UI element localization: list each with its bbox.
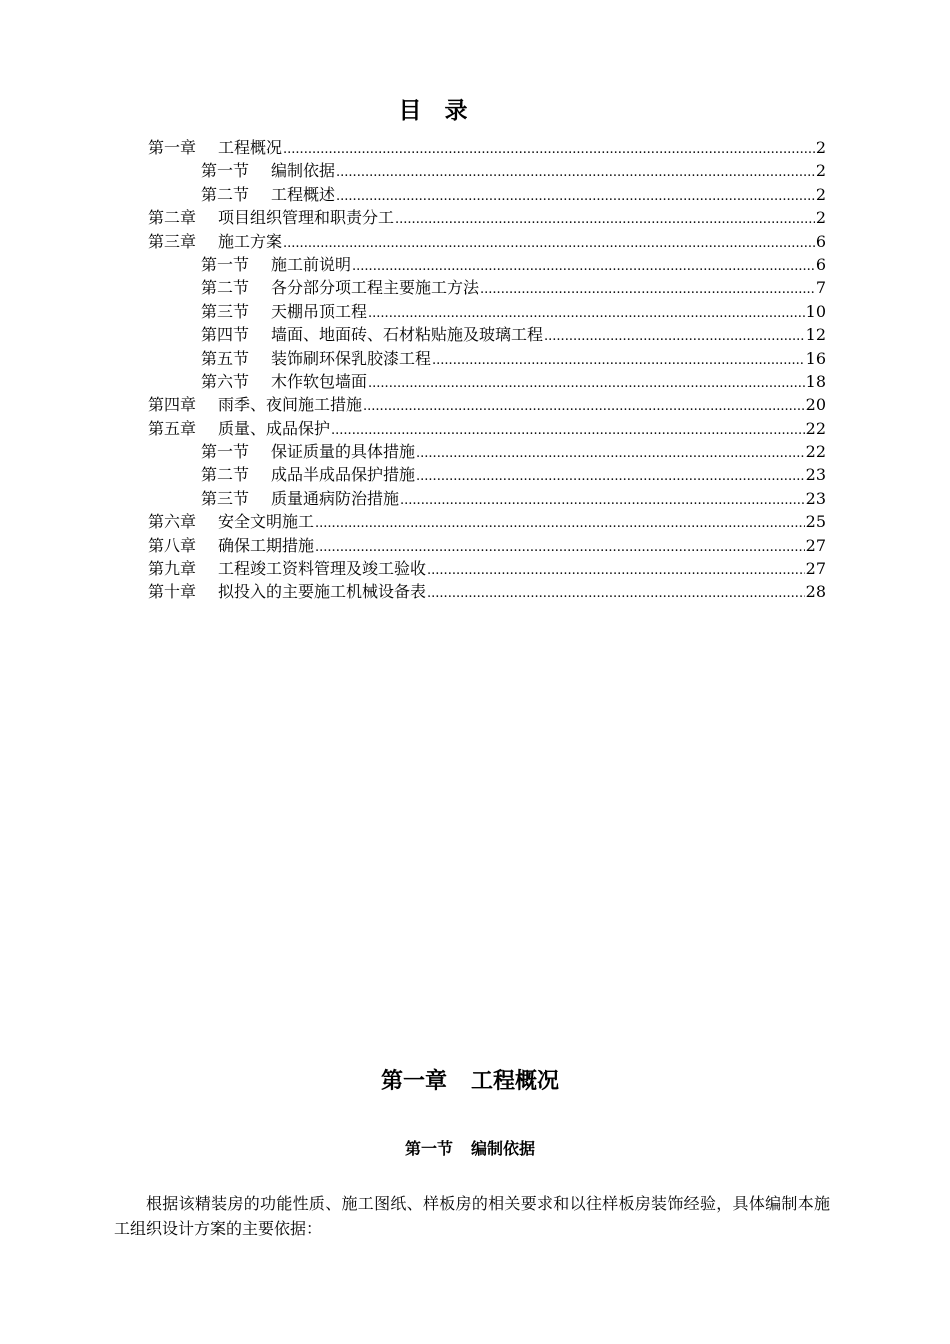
toc-entry-number: 第八章: [148, 535, 197, 555]
toc-entry[interactable]: [148, 463, 826, 486]
toc-entry[interactable]: [148, 136, 826, 159]
toc-entry[interactable]: [148, 417, 826, 440]
toc-leader-dots: [352, 255, 815, 278]
toc-leader-dots: [283, 232, 815, 255]
toc-entry-page: 23: [805, 488, 826, 508]
toc-entry-title: 成品半成品保护措施: [271, 465, 416, 485]
toc-entry-page: 16: [805, 348, 826, 368]
toc-entry-title: 木作软包墙面: [271, 371, 368, 391]
toc-entry-title: 雨季、夜间施工措施: [218, 395, 363, 415]
toc-entry-page: 23: [805, 465, 826, 485]
toc-entry-page: 27: [805, 535, 826, 555]
toc-entry-page: 2: [815, 161, 826, 181]
toc-entry[interactable]: [148, 557, 826, 580]
toc-entry[interactable]: [148, 183, 826, 206]
toc-entry-number: 第三节: [201, 488, 250, 508]
toc-entry[interactable]: [148, 300, 826, 323]
toc-entry-number: 第三章: [148, 231, 197, 251]
toc-entry-number: 第九章: [148, 559, 197, 579]
toc-leader-dots: [416, 442, 805, 465]
toc-entry-page: 22: [805, 418, 826, 438]
toc-entry[interactable]: [148, 370, 826, 393]
toc-entry-number: 第二章: [148, 208, 197, 228]
toc-entry-page: 10: [805, 301, 826, 321]
toc-entry-title: 质量通病防治措施: [271, 488, 400, 508]
toc-entry[interactable]: [148, 323, 826, 346]
toc-entry-title: 工程竣工资料管理及竣工验收: [218, 559, 427, 579]
toc-entry-title: 天棚吊顶工程: [271, 301, 368, 321]
toc-entry-title: 保证质量的具体措施: [271, 442, 416, 462]
toc-leader-dots: [544, 325, 805, 348]
toc-entry[interactable]: [148, 347, 826, 370]
toc-leader-dots: [368, 372, 805, 395]
toc-entry-number: 第二节: [201, 465, 250, 485]
toc-entry-page: 22: [805, 442, 826, 462]
toc-entry[interactable]: [148, 440, 826, 463]
toc-entry-page: 7: [815, 278, 826, 298]
toc-entry[interactable]: [148, 487, 826, 510]
toc-entry-page: 20: [805, 395, 826, 415]
toc-entry[interactable]: [148, 253, 826, 276]
toc-entry-number: 第一章: [148, 138, 197, 157]
toc-leader-dots: [363, 395, 805, 418]
toc-entry-number: 第一节: [201, 442, 250, 462]
toc-leader-dots: [400, 489, 805, 512]
toc-entry-title: 工程概况: [218, 138, 283, 157]
toc-entry-page: 25: [805, 512, 826, 532]
toc-entry-number: 第十章: [148, 582, 197, 602]
toc-entry-page: 12: [805, 325, 826, 345]
toc-entry-number: 第一节: [201, 161, 250, 181]
toc-leader-dots: [315, 536, 805, 559]
toc-entry-number: 第二节: [201, 278, 250, 298]
toc-entry-page: 2: [815, 184, 826, 204]
section-title: 编制依据: [471, 1139, 536, 1158]
toc-entry-page: 6: [815, 254, 826, 274]
toc-entry-number: 第二节: [201, 184, 250, 204]
toc-entry-title: 编制依据: [271, 161, 336, 181]
toc-leader-dots: [283, 138, 815, 161]
toc-leader-dots: [331, 419, 805, 442]
toc-leader-dots: [336, 185, 815, 208]
section-heading: [0, 1136, 940, 1159]
toc-entry[interactable]: [148, 230, 826, 253]
toc-entry-number: 第四章: [148, 395, 197, 415]
toc-entry-page: 18: [805, 371, 826, 391]
toc-entry-page: 28: [805, 582, 826, 602]
toc-leader-dots: [427, 559, 805, 582]
chapter-heading: [0, 1064, 940, 1095]
chapter-title: 工程概况: [471, 1069, 560, 1094]
toc-leader-dots: [427, 582, 805, 605]
toc-entry-title: 确保工期措施: [218, 535, 315, 555]
toc-leader-dots: [480, 278, 815, 301]
toc-entry-page: 2: [815, 138, 826, 157]
toc-entry-number: 第五章: [148, 418, 197, 438]
body-paragraph: 根据该精装房的功能性质、施工图纸、样板房的相关要求和以往样板房装饰经验，具体编制本施工组织设计方案的主要依据：: [114, 1194, 830, 1238]
toc-entry-number: 第五节: [201, 348, 250, 368]
toc-leader-dots: [416, 465, 805, 488]
toc-entry-title: 施工方案: [218, 231, 283, 251]
toc-entry-number: 第四节: [201, 325, 250, 345]
toc-entry-title: 质量、成品保护: [218, 418, 331, 438]
section-number: 第一节: [404, 1139, 453, 1158]
toc-entry-number: 第一节: [201, 254, 250, 274]
toc-entry[interactable]: [148, 510, 826, 533]
toc-entry-page: 27: [805, 559, 826, 579]
toc-entry-page: 6: [815, 231, 826, 251]
toc-leader-dots: [368, 302, 805, 325]
toc-entry-title: 拟投入的主要施工机械设备表: [218, 582, 427, 602]
toc-entry[interactable]: [148, 580, 826, 603]
toc-entry[interactable]: [148, 206, 826, 229]
toc-entry-number: 第六节: [201, 371, 250, 391]
chapter-number: 第一章: [380, 1069, 447, 1094]
toc-leader-dots: [395, 208, 815, 231]
toc-entry-title: 安全文明施工: [218, 512, 315, 532]
table-of-contents: [148, 136, 826, 604]
toc-entry[interactable]: [148, 276, 826, 299]
toc-entry-title: 项目组织管理和职责分工: [218, 208, 395, 228]
toc-entry-title: 装饰刷环保乳胶漆工程: [271, 348, 432, 368]
toc-entry-number: 第三节: [201, 301, 250, 321]
toc-leader-dots: [315, 512, 805, 535]
toc-entry-title: 墙面、地面砖、石材粘贴施及玻璃工程: [271, 325, 544, 345]
toc-leader-dots: [336, 161, 815, 184]
toc-entry-title: 工程概述: [271, 184, 336, 204]
toc-entry[interactable]: [148, 534, 826, 557]
toc-entry-number: 第六章: [148, 512, 197, 532]
toc-entry-page: 2: [815, 208, 826, 228]
toc-entry-title: 各分部分项工程主要施工方法: [271, 278, 480, 298]
toc-leader-dots: [432, 349, 805, 372]
toc-title: 目 录: [398, 98, 468, 124]
toc-entry[interactable]: [148, 159, 826, 182]
toc-entry-title: 施工前说明: [271, 254, 352, 274]
toc-entry[interactable]: [148, 393, 826, 416]
